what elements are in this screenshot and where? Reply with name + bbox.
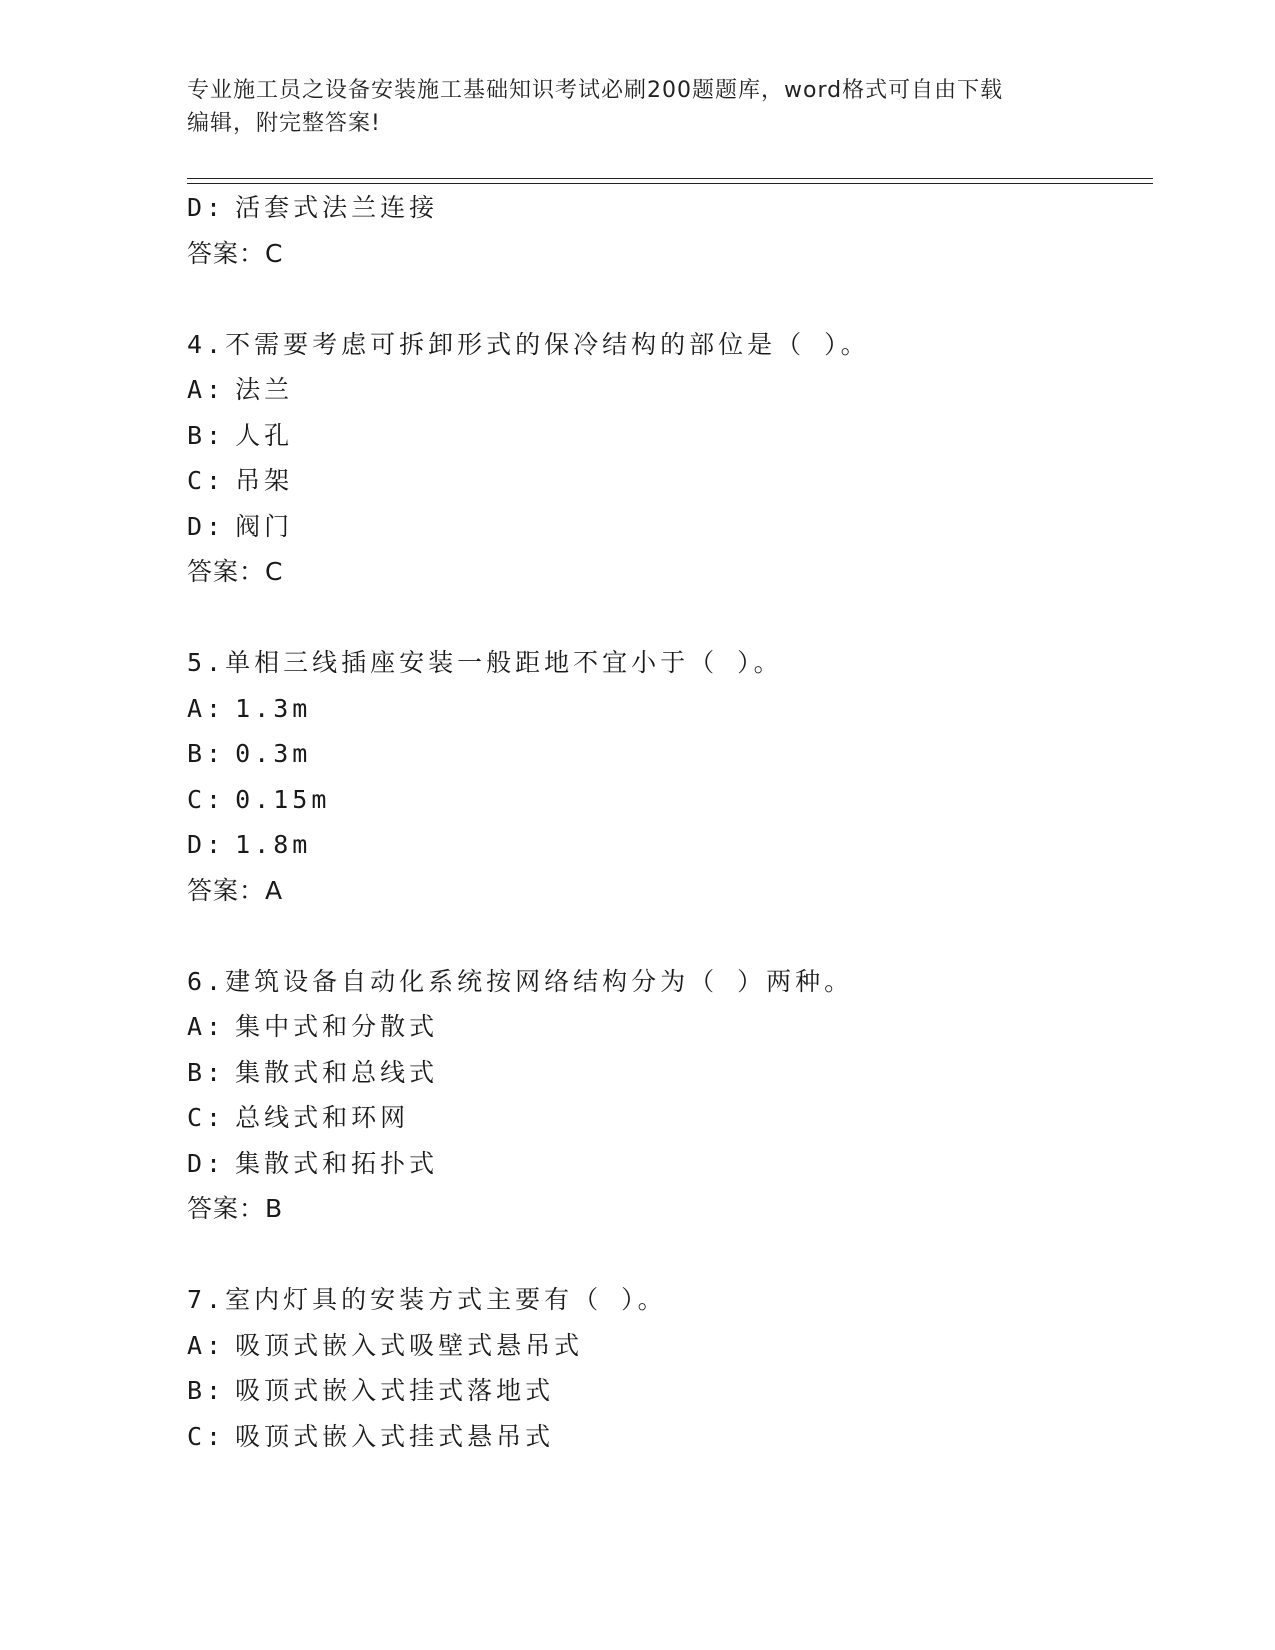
option-key: B: bbox=[187, 1376, 226, 1405]
option-key: C: bbox=[187, 1421, 226, 1451]
option-c bbox=[187, 1414, 1153, 1460]
option-text: 吊架 bbox=[235, 466, 294, 495]
option-key: A: bbox=[187, 375, 226, 404]
option-text: 1.3m bbox=[235, 693, 312, 723]
option-text: 人孔 bbox=[235, 420, 294, 450]
option-d bbox=[187, 822, 1153, 868]
option-text: 集中式和分散式 bbox=[235, 1012, 439, 1041]
question-block bbox=[187, 322, 1153, 595]
answer-line: 答案：A bbox=[187, 875, 284, 905]
question-block bbox=[187, 959, 1153, 1232]
option-a bbox=[187, 1004, 1153, 1050]
question-stem: 5.单相三线插座安装一般距地不宜小于（ ）。 bbox=[187, 648, 783, 677]
option-d bbox=[187, 1141, 1153, 1187]
spacer bbox=[187, 1232, 1153, 1278]
option-b bbox=[187, 1368, 1153, 1414]
question-block bbox=[187, 1277, 1153, 1459]
option-key: B: bbox=[187, 739, 226, 768]
option-text: 集散式和总线式 bbox=[235, 1057, 439, 1087]
option-text: 吸顶式嵌入式挂式悬吊式 bbox=[235, 1421, 555, 1451]
answer-line: 答案：C bbox=[187, 238, 284, 268]
option-c bbox=[187, 1095, 1153, 1141]
option-text: 集散式和拓扑式 bbox=[235, 1148, 439, 1178]
option-text: 1.8m bbox=[235, 830, 312, 859]
option-key: A: bbox=[187, 1012, 226, 1041]
option-d bbox=[187, 185, 1153, 231]
header-title-line-1: 专业施工员之设备安装施工基础知识考试必刷200题题库，word格式可自由下载 bbox=[187, 78, 1004, 103]
option-key: B: bbox=[187, 1057, 226, 1087]
option-text: 吸顶式嵌入式挂式落地式 bbox=[235, 1376, 555, 1405]
option-text: 0.15m bbox=[235, 784, 331, 814]
option-key: C: bbox=[187, 1103, 226, 1132]
spacer bbox=[187, 913, 1153, 959]
option-c bbox=[187, 458, 1153, 504]
header-divider-bottom bbox=[187, 183, 1153, 184]
option-key: A: bbox=[187, 1330, 226, 1360]
option-text: 法兰 bbox=[235, 375, 294, 404]
spacer bbox=[187, 276, 1153, 322]
answer-line: 答案：B bbox=[187, 1194, 284, 1223]
option-text: 吸顶式嵌入式吸壁式悬吊式 bbox=[235, 1330, 584, 1360]
question-stem: 6.建筑设备自动化系统按网络结构分为（ ）两种。 bbox=[187, 966, 854, 996]
option-text: 总线式和环网 bbox=[235, 1103, 410, 1132]
option-text: 活套式法兰连接 bbox=[235, 193, 439, 222]
option-a bbox=[187, 1323, 1153, 1369]
option-key: C: bbox=[187, 784, 226, 814]
question-stem: 4.不需要考虑可拆卸形式的保冷结构的部位是（ ）。 bbox=[187, 329, 870, 359]
document-header bbox=[187, 74, 1087, 140]
option-a bbox=[187, 367, 1153, 413]
option-key: D: bbox=[187, 830, 226, 859]
option-key: D: bbox=[187, 193, 226, 222]
header-title-line-2: 编辑，附完整答案! bbox=[187, 111, 381, 136]
question-stem: 7.室内灯具的安装方式主要有（ ）。 bbox=[187, 1285, 667, 1314]
option-c bbox=[187, 777, 1153, 823]
question-block bbox=[187, 640, 1153, 913]
option-text: 0.3m bbox=[235, 739, 312, 768]
option-b bbox=[187, 1050, 1153, 1096]
option-key: C: bbox=[187, 466, 226, 495]
option-key: A: bbox=[187, 693, 226, 723]
option-a bbox=[187, 686, 1153, 732]
answer-line: 答案：C bbox=[187, 557, 284, 586]
option-b bbox=[187, 413, 1153, 459]
option-key: D: bbox=[187, 1148, 226, 1178]
question-list bbox=[187, 185, 1153, 1459]
option-b bbox=[187, 731, 1153, 777]
option-key: B: bbox=[187, 420, 226, 450]
option-key: D: bbox=[187, 511, 226, 541]
option-text: 阀门 bbox=[235, 511, 294, 541]
spacer bbox=[187, 595, 1153, 641]
option-d bbox=[187, 504, 1153, 550]
header-divider-top bbox=[187, 178, 1153, 179]
